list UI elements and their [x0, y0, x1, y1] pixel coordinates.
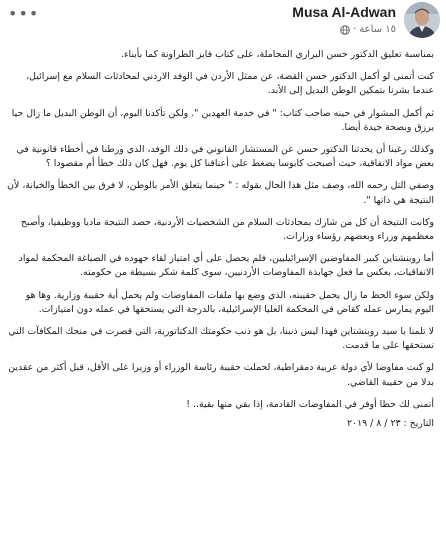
- post-paragraph: أتمنى لك حظا أوفر في المفاوضات القادمة، إذا بقي منها بقية.. !: [186, 398, 434, 410]
- post-paragraph: ولكن سوء الحظ ما زال يحمل حقيبته، الذي وضع بها ملفات المفاوضات ولم يحمل أية حقيبة وزارية. وها هو اليوم يمارس عمله كقاض في المحكمة العليا الإسرائيلية، بالدرجة التي يستحقها في عمله دون امتيازات.: [25, 289, 434, 315]
- post-time[interactable]: ١٥ ساعة: [359, 24, 396, 35]
- globe-icon: [340, 25, 350, 35]
- post-paragraph: لا تلمنا يا سيد روبنشتاين فهذا ليس ذنبنا، بل هو ذنب حكومتك الدكتاتورية، التي قصرت في منحك المكافآت التي تستحقها على ما قدمت.: [8, 326, 434, 352]
- post-paragraph: وكذلك رغبنا أن يحدثنا الدكتور حسن عن المستشار القانوني في ذلك الوفد، الذي ورطنا في أخطاء قانونية في بعض مواد الاتفاقية، حيث أصبحت كابوسا يضغط على أعناقنا كل يوم. فهل كان ذلك خطأ أم مقصودا ؟: [16, 144, 434, 170]
- post-body: [6, 48, 434, 436]
- avatar[interactable]: [404, 2, 440, 38]
- post-paragraph: وصفي التل رحمه الله، وصف مثل هذا الحال بقوله : " حينما يتعلق الأمر بالوطن، لا فرق بين الخطأ والخيانة، لأن النتيجة هي ذاتها ".: [7, 180, 434, 206]
- post-paragraph: وكانت النتيجة أن كل من شارك بمحادثات السلام من الشخصيات الأردنية، حصد النتيجة ماديا ووظيفيا، وأصبح معظمهم وزراء وبعضهم رؤساء وزارات.: [20, 216, 434, 243]
- meta-separator: ·: [353, 24, 357, 35]
- avatar-image: [404, 2, 440, 38]
- post-paragraph: لو كنت مفاوضا لأي دولة عربية دمقراطية، لحملت حقيبة رئاسة الوزراء أو وزيرا على الأقل، قبل أكثر من عقدين بدلا من حقيبة القاضي.: [8, 362, 434, 388]
- author-name[interactable]: Musa Al-Adwan: [292, 4, 396, 20]
- post-date: التاريخ : ٢٣ / ٨ / ٢٠١٩: [347, 418, 434, 430]
- post-paragraph: أما روبنشتاين كبير المفاوضين الإسرائيليين، فلم يحصل على أي امتياز لقاء جهوده في الصياغة المحكمة لمواد الاتفاقيات، بعكس ما فعل جهابذة المفاوضات الأردنيين، سوى كلمة شكر بسيطة من حكومته.: [18, 253, 434, 279]
- post-paragraph: كنت أتمنى لو أكمل الدكتور حسن القصة، عن ممثل الأردن في الوفد الاردني لمحادثات السلام مع إسرائيل، عندما بشرنا بتمكين الوطن البديل إلى الأبد.: [26, 71, 434, 97]
- ellipsis-icon[interactable]: •••: [8, 4, 40, 23]
- post-paragraph: بمناسبة تعليق الدكتور حسن البراري المجاملة، على كتاب فايز الطراونة كما بأبناء.: [121, 49, 434, 60]
- post-paragraph: ثم أكمل المشوار في حينه صاحب كتاب: " في خدمة العهدين ". ولكن تأكدنا اليوم، أن الوطن البديل ما زال حيا يرزق وبصحة جيدة أيضا.: [11, 107, 434, 133]
- post-header: [0, 0, 446, 44]
- post-meta: [340, 24, 396, 35]
